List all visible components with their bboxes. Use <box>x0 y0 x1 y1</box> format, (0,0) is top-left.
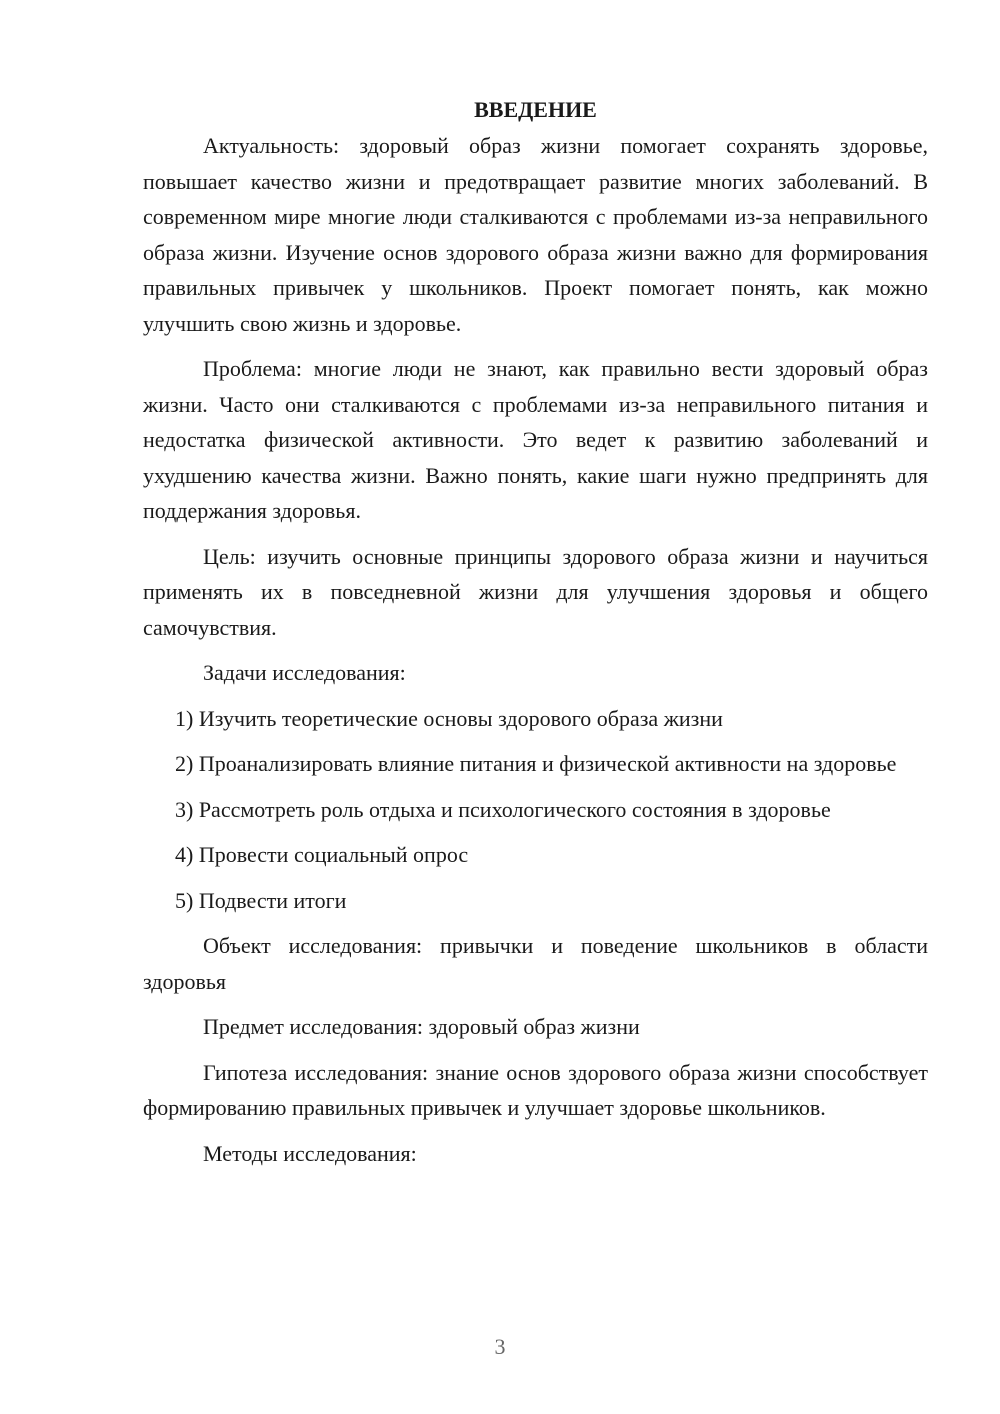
methods-heading: Методы исследования: <box>203 1140 417 1166</box>
paragraph-relevance: Актуальность: здоровый образ жизни помогает сохранять здоровье, повышает качество жизни и предотвращает развитие многих заболеваний. В современном мире многие люди сталкиваются с проблемами из-за неправильного образа жизни. Изучение основ здорового образа жизни важно для формирования правильных привычек у школьников. Проект помогает понять, как можно улучшить свою жизнь и здоровье. <box>143 133 928 336</box>
paragraph-goal: Цель: изучить основные принципы здорового образа жизни и научиться применять их в повседневной жизни для улучшения здоровья и общего самочувствия. <box>143 543 928 640</box>
paragraph-hypothesis: Гипотеза исследования: знание основ здорового образа жизни способствует формированию правильных привычек и улучшает здоровье школьников. <box>143 1059 928 1120</box>
task-item-3: 3) Рассмотреть роль отдыха и психологического состояния в здоровье <box>175 796 831 822</box>
task-item-5: 5) Подвести итоги <box>175 887 347 913</box>
paragraph-problem: Проблема: многие люди не знают, как правильно вести здоровый образ жизни. Часто они сталкиваются с проблемами из-за неправильного питания и недостатка физической активности. Это ведет к развитию заболеваний и ухудшению качества жизни. Важно понять, какие шаги нужно предпринять для поддержания здоровья. <box>143 356 928 523</box>
paragraph-object: Объект исследования: привычки и поведение школьников в области здоровья <box>143 933 928 994</box>
tasks-heading: Задачи исследования: <box>203 660 406 685</box>
task-item-4: 4) Провести социальный опрос <box>175 842 469 867</box>
task-item-2: 2) Проанализировать влияние питания и физической активности на здоровье <box>175 751 897 776</box>
page-title: ВВЕДЕНИЕ <box>474 97 597 122</box>
paragraph-subject: Предмет исследования: здоровый образ жизни <box>203 1014 640 1039</box>
page-number: 3 <box>494 1334 506 1359</box>
task-item-1: 1) Изучить теоретические основы здорового образа жизни <box>175 705 723 731</box>
document-page <box>143 92 928 1181</box>
